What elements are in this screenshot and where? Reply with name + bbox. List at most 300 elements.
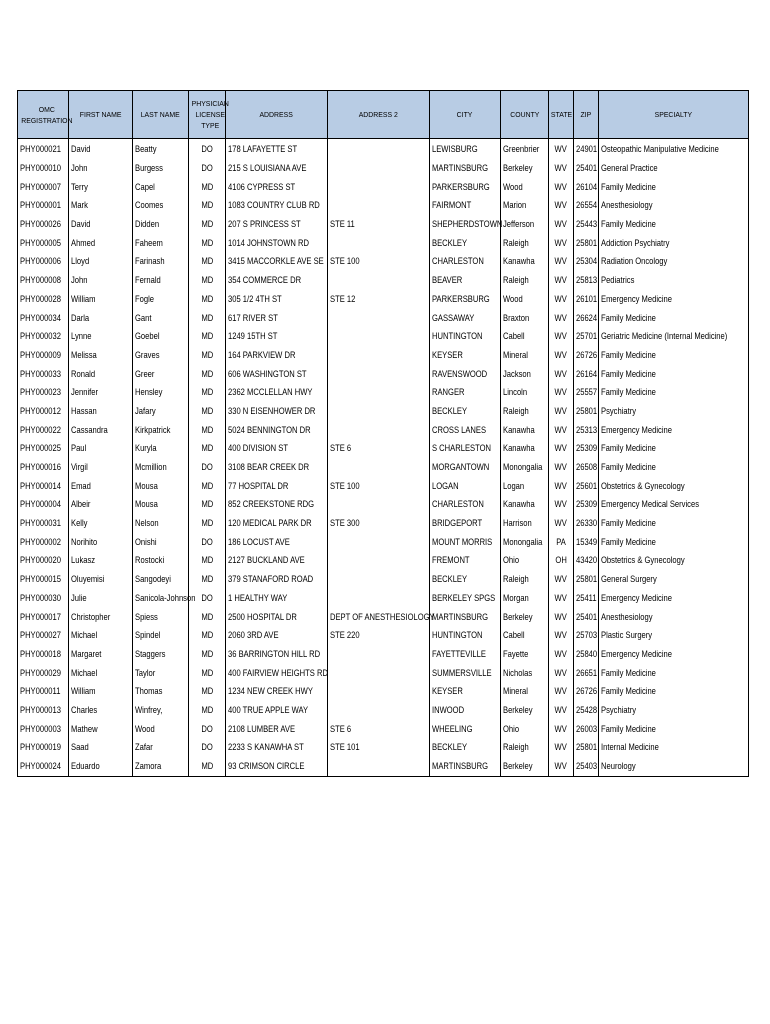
license-type-cell: DO: [189, 739, 226, 758]
city-cell: FREMONT: [430, 552, 501, 571]
license-type-cell: DO: [189, 720, 226, 739]
last-name-cell: Fogle: [133, 291, 189, 310]
license-type-cell: MD: [189, 477, 226, 496]
license-type-cell: MD: [189, 627, 226, 646]
last-name-cell: Didden: [133, 216, 189, 235]
specialty-cell: General Practice: [599, 160, 749, 179]
omc-registration-cell: PHY000013: [18, 702, 69, 721]
county-cell: Fayette: [501, 646, 549, 665]
county-cell: Mineral: [501, 347, 549, 366]
state-cell: WV: [549, 216, 574, 235]
county-cell: Jefferson: [501, 216, 549, 235]
last-name-cell: Mcmillion: [133, 459, 189, 478]
zip-cell: 25557: [574, 384, 599, 403]
city-cell: KEYSER: [430, 347, 501, 366]
omc-registration-cell: PHY000025: [18, 440, 69, 459]
first-name-cell: Kelly: [69, 515, 133, 534]
license-type-cell: MD: [189, 758, 226, 777]
last-name-cell: Burgess: [133, 160, 189, 179]
col-header-last-name: LAST NAME: [133, 91, 189, 139]
table-row: [18, 608, 749, 627]
omc-registration-cell: PHY000020: [18, 552, 69, 571]
specialty-cell: Neurology: [599, 758, 749, 777]
state-cell: OH: [549, 552, 574, 571]
address-2-cell: [328, 533, 430, 552]
county-cell: Ohio: [501, 552, 549, 571]
county-cell: Mineral: [501, 683, 549, 702]
zip-cell: 26003: [574, 720, 599, 739]
zip-cell: 25313: [574, 421, 599, 440]
omc-registration-cell: PHY000024: [18, 758, 69, 777]
county-cell: Berkeley: [501, 608, 549, 627]
address-2-cell: [328, 234, 430, 253]
first-name-cell: Julie: [69, 590, 133, 609]
first-name-cell: Melissa: [69, 347, 133, 366]
first-name-cell: Oluyemisi: [69, 571, 133, 590]
county-cell: Raleigh: [501, 234, 549, 253]
zip-cell: 25443: [574, 216, 599, 235]
city-cell: HUNTINGTON: [430, 328, 501, 347]
city-cell: CHARLESTON: [430, 496, 501, 515]
omc-registration-cell: PHY000002: [18, 533, 69, 552]
address-cell: 379 STANAFORD ROAD: [226, 571, 328, 590]
first-name-cell: Saad: [69, 739, 133, 758]
first-name-cell: Charles: [69, 702, 133, 721]
county-cell: Kanawha: [501, 421, 549, 440]
table-row: [18, 702, 749, 721]
last-name-cell: Hensley: [133, 384, 189, 403]
last-name-cell: Gant: [133, 309, 189, 328]
city-cell: PARKERSBURG: [430, 178, 501, 197]
address-2-cell: STE 6: [328, 720, 430, 739]
city-cell: CROSS LANES: [430, 421, 501, 440]
address-cell: 606 WASHINGTON ST: [226, 365, 328, 384]
first-name-cell: Lloyd: [69, 253, 133, 272]
address-2-cell: [328, 365, 430, 384]
omc-registration-cell: PHY000005: [18, 234, 69, 253]
omc-registration-cell: PHY000010: [18, 160, 69, 179]
specialty-cell: General Surgery: [599, 571, 749, 590]
first-name-cell: John: [69, 160, 133, 179]
zip-cell: 26508: [574, 459, 599, 478]
state-cell: WV: [549, 440, 574, 459]
physician-registry-sheet: [17, 90, 748, 777]
address-cell: 1014 JOHNSTOWN RD: [226, 234, 328, 253]
state-cell: WV: [549, 197, 574, 216]
last-name-cell: Greer: [133, 365, 189, 384]
zip-cell: 25403: [574, 758, 599, 777]
last-name-cell: Rostocki: [133, 552, 189, 571]
license-type-cell: DO: [189, 459, 226, 478]
city-cell: RAVENSWOOD: [430, 365, 501, 384]
address-cell: 400 TRUE APPLE WAY: [226, 702, 328, 721]
address-2-cell: [328, 178, 430, 197]
specialty-cell: Emergency Medicine: [599, 590, 749, 609]
state-cell: WV: [549, 515, 574, 534]
address-2-cell: STE 11: [328, 216, 430, 235]
table-row: [18, 291, 749, 310]
address-2-cell: DEPT OF ANESTHESIOLOGY: [328, 608, 430, 627]
first-name-cell: Norihito: [69, 533, 133, 552]
zip-cell: 26624: [574, 309, 599, 328]
address-cell: 2060 3RD AVE: [226, 627, 328, 646]
city-cell: WHEELING: [430, 720, 501, 739]
omc-registration-cell: PHY000006: [18, 253, 69, 272]
address-cell: 77 HOSPITAL DR: [226, 477, 328, 496]
state-cell: WV: [549, 253, 574, 272]
state-cell: WV: [549, 571, 574, 590]
county-cell: Logan: [501, 477, 549, 496]
col-header-city: CITY: [430, 91, 501, 139]
state-cell: WV: [549, 496, 574, 515]
state-cell: WV: [549, 309, 574, 328]
city-cell: CHARLESTON: [430, 253, 501, 272]
license-type-cell: MD: [189, 272, 226, 291]
specialty-cell: Emergency Medicine: [599, 421, 749, 440]
zip-cell: 25401: [574, 608, 599, 627]
city-cell: LOGAN: [430, 477, 501, 496]
zip-cell: 25701: [574, 328, 599, 347]
zip-cell: 25801: [574, 234, 599, 253]
city-cell: S CHARLESTON: [430, 440, 501, 459]
license-type-cell: MD: [189, 234, 226, 253]
specialty-cell: Emergency Medicine: [599, 291, 749, 310]
city-cell: GASSAWAY: [430, 309, 501, 328]
state-cell: WV: [549, 664, 574, 683]
address-2-cell: STE 101: [328, 739, 430, 758]
state-cell: WV: [549, 291, 574, 310]
county-cell: Lincoln: [501, 384, 549, 403]
table-row: [18, 590, 749, 609]
county-cell: Jackson: [501, 365, 549, 384]
address-2-cell: [328, 384, 430, 403]
table-row: [18, 627, 749, 646]
last-name-cell: Mousa: [133, 496, 189, 515]
city-cell: HUNTINGTON: [430, 627, 501, 646]
county-cell: Marion: [501, 197, 549, 216]
table-row: [18, 197, 749, 216]
address-2-cell: [328, 328, 430, 347]
city-cell: BRIDGEPORT: [430, 515, 501, 534]
state-cell: WV: [549, 234, 574, 253]
zip-cell: 25601: [574, 477, 599, 496]
license-type-cell: MD: [189, 515, 226, 534]
omc-registration-cell: PHY000032: [18, 328, 69, 347]
table-row: [18, 552, 749, 571]
county-cell: Raleigh: [501, 403, 549, 422]
state-cell: WV: [549, 459, 574, 478]
address-cell: 4106 CYPRESS ST: [226, 178, 328, 197]
table-row: [18, 328, 749, 347]
county-cell: Morgan: [501, 590, 549, 609]
address-2-cell: STE 12: [328, 291, 430, 310]
first-name-cell: Cassandra: [69, 421, 133, 440]
table-row: [18, 533, 749, 552]
omc-registration-cell: PHY000011: [18, 683, 69, 702]
specialty-cell: Family Medicine: [599, 720, 749, 739]
address-2-cell: [328, 702, 430, 721]
first-name-cell: David: [69, 139, 133, 160]
county-cell: Kanawha: [501, 440, 549, 459]
county-cell: Raleigh: [501, 571, 549, 590]
zip-cell: 25401: [574, 160, 599, 179]
city-cell: BECKLEY: [430, 739, 501, 758]
license-type-cell: MD: [189, 571, 226, 590]
table-row: [18, 139, 749, 160]
state-cell: WV: [549, 608, 574, 627]
address-cell: 2127 BUCKLAND AVE: [226, 552, 328, 571]
last-name-cell: Taylor: [133, 664, 189, 683]
omc-registration-cell: PHY000019: [18, 739, 69, 758]
omc-registration-cell: PHY000012: [18, 403, 69, 422]
address-cell: 2362 MCCLELLAN HWY: [226, 384, 328, 403]
license-type-cell: MD: [189, 421, 226, 440]
zip-cell: 26651: [574, 664, 599, 683]
first-name-cell: William: [69, 291, 133, 310]
city-cell: MARTINSBURG: [430, 758, 501, 777]
address-cell: 852 CREEKSTONE RDG: [226, 496, 328, 515]
address-cell: 120 MEDICAL PARK DR: [226, 515, 328, 534]
col-header-zip: ZIP: [574, 91, 599, 139]
omc-registration-cell: PHY000027: [18, 627, 69, 646]
specialty-cell: Family Medicine: [599, 384, 749, 403]
address-2-cell: [328, 683, 430, 702]
zip-cell: 26330: [574, 515, 599, 534]
last-name-cell: Goebel: [133, 328, 189, 347]
zip-cell: 25309: [574, 496, 599, 515]
first-name-cell: Eduardo: [69, 758, 133, 777]
county-cell: Wood: [501, 178, 549, 197]
col-header-address: ADDRESS: [226, 91, 328, 139]
city-cell: FAIRMONT: [430, 197, 501, 216]
omc-registration-cell: PHY000034: [18, 309, 69, 328]
license-type-cell: DO: [189, 139, 226, 160]
table-row: [18, 234, 749, 253]
zip-cell: 25813: [574, 272, 599, 291]
state-cell: WV: [549, 739, 574, 758]
address-2-cell: [328, 664, 430, 683]
state-cell: WV: [549, 590, 574, 609]
table-row: [18, 347, 749, 366]
license-type-cell: MD: [189, 291, 226, 310]
first-name-cell: Lynne: [69, 328, 133, 347]
county-cell: Harrison: [501, 515, 549, 534]
table-row: [18, 477, 749, 496]
first-name-cell: Paul: [69, 440, 133, 459]
license-type-cell: MD: [189, 403, 226, 422]
last-name-cell: Spindel: [133, 627, 189, 646]
col-header-first-name: FIRST NAME: [69, 91, 133, 139]
city-cell: KEYSER: [430, 683, 501, 702]
county-cell: Wood: [501, 291, 549, 310]
first-name-cell: Ronald: [69, 365, 133, 384]
zip-cell: 25304: [574, 253, 599, 272]
last-name-cell: Zamora: [133, 758, 189, 777]
county-cell: Kanawha: [501, 496, 549, 515]
city-cell: MARTINSBURG: [430, 608, 501, 627]
first-name-cell: Virgil: [69, 459, 133, 478]
zip-cell: 25309: [574, 440, 599, 459]
license-type-cell: MD: [189, 328, 226, 347]
table-row: [18, 421, 749, 440]
table-row: [18, 178, 749, 197]
first-name-cell: Jennifer: [69, 384, 133, 403]
col-header-omc-registration: OMC REGISTRATION: [18, 91, 69, 139]
first-name-cell: Lukasz: [69, 552, 133, 571]
omc-registration-cell: PHY000023: [18, 384, 69, 403]
license-type-cell: MD: [189, 309, 226, 328]
specialty-cell: Family Medicine: [599, 664, 749, 683]
specialty-cell: Family Medicine: [599, 440, 749, 459]
state-cell: WV: [549, 683, 574, 702]
last-name-cell: Farinash: [133, 253, 189, 272]
license-type-cell: MD: [189, 365, 226, 384]
state-cell: WV: [549, 403, 574, 422]
specialty-cell: Emergency Medical Services: [599, 496, 749, 515]
address-cell: 215 S LOUISIANA AVE: [226, 160, 328, 179]
first-name-cell: Terry: [69, 178, 133, 197]
address-2-cell: [328, 309, 430, 328]
zip-cell: 26101: [574, 291, 599, 310]
first-name-cell: Ahmed: [69, 234, 133, 253]
last-name-cell: Jafary: [133, 403, 189, 422]
last-name-cell: Graves: [133, 347, 189, 366]
specialty-cell: Emergency Medicine: [599, 646, 749, 665]
omc-registration-cell: PHY000022: [18, 421, 69, 440]
license-type-cell: MD: [189, 646, 226, 665]
license-type-cell: MD: [189, 496, 226, 515]
last-name-cell: Sangodeyi: [133, 571, 189, 590]
zip-cell: 25840: [574, 646, 599, 665]
city-cell: RANGER: [430, 384, 501, 403]
specialty-cell: Anesthesiology: [599, 197, 749, 216]
specialty-cell: Obstetrics & Gynecology: [599, 552, 749, 571]
specialty-cell: Family Medicine: [599, 683, 749, 702]
specialty-cell: Radiation Oncology: [599, 253, 749, 272]
state-cell: WV: [549, 477, 574, 496]
license-type-cell: MD: [189, 683, 226, 702]
first-name-cell: Michael: [69, 627, 133, 646]
omc-registration-cell: PHY000003: [18, 720, 69, 739]
table-row: [18, 403, 749, 422]
specialty-cell: Family Medicine: [599, 347, 749, 366]
address-cell: 354 COMMERCE DR: [226, 272, 328, 291]
county-cell: Raleigh: [501, 739, 549, 758]
specialty-cell: Osteopathic Manipulative Medicine: [599, 139, 749, 160]
specialty-cell: Family Medicine: [599, 533, 749, 552]
omc-registration-cell: PHY000021: [18, 139, 69, 160]
address-cell: 178 LAFAYETTE ST: [226, 139, 328, 160]
table-row: [18, 440, 749, 459]
omc-registration-cell: PHY000016: [18, 459, 69, 478]
address-2-cell: [328, 272, 430, 291]
address-2-cell: STE 100: [328, 477, 430, 496]
last-name-cell: Sanicola-Johnson: [133, 590, 189, 609]
county-cell: Berkeley: [501, 160, 549, 179]
county-cell: Ohio: [501, 720, 549, 739]
address-cell: 400 DIVISION ST: [226, 440, 328, 459]
license-type-cell: MD: [189, 664, 226, 683]
omc-registration-cell: PHY000009: [18, 347, 69, 366]
last-name-cell: Wood: [133, 720, 189, 739]
first-name-cell: Albeir: [69, 496, 133, 515]
address-2-cell: [328, 347, 430, 366]
table-body: [18, 139, 749, 777]
state-cell: WV: [549, 347, 574, 366]
city-cell: BEAVER: [430, 272, 501, 291]
zip-cell: 24901: [574, 139, 599, 160]
address-cell: 3415 MACCORKLE AVE SE: [226, 253, 328, 272]
table-row: [18, 515, 749, 534]
city-cell: FAYETTEVILLE: [430, 646, 501, 665]
address-cell: 1234 NEW CREEK HWY: [226, 683, 328, 702]
state-cell: WV: [549, 627, 574, 646]
state-cell: WV: [549, 646, 574, 665]
city-cell: MORGANTOWN: [430, 459, 501, 478]
zip-cell: 26726: [574, 347, 599, 366]
first-name-cell: Christopher: [69, 608, 133, 627]
specialty-cell: Geriatric Medicine (Internal Medicine): [599, 328, 749, 347]
state-cell: WV: [549, 421, 574, 440]
city-cell: BECKLEY: [430, 234, 501, 253]
address-cell: 617 RIVER ST: [226, 309, 328, 328]
county-cell: Cabell: [501, 328, 549, 347]
table-row: [18, 664, 749, 683]
specialty-cell: Family Medicine: [599, 178, 749, 197]
last-name-cell: Zafar: [133, 739, 189, 758]
state-cell: WV: [549, 384, 574, 403]
address-cell: 164 PARKVIEW DR: [226, 347, 328, 366]
table-row: [18, 496, 749, 515]
zip-cell: 15349: [574, 533, 599, 552]
address-cell: 1 HEALTHY WAY: [226, 590, 328, 609]
specialty-cell: Plastic Surgery: [599, 627, 749, 646]
omc-registration-cell: PHY000030: [18, 590, 69, 609]
address-cell: 2500 HOSPITAL DR: [226, 608, 328, 627]
license-type-cell: MD: [189, 608, 226, 627]
license-type-cell: MD: [189, 384, 226, 403]
omc-registration-cell: PHY000031: [18, 515, 69, 534]
first-name-cell: Mark: [69, 197, 133, 216]
first-name-cell: Michael: [69, 664, 133, 683]
address-2-cell: [328, 403, 430, 422]
omc-registration-cell: PHY000004: [18, 496, 69, 515]
address-2-cell: [328, 552, 430, 571]
address-cell: 305 1/2 4TH ST: [226, 291, 328, 310]
table-row: [18, 272, 749, 291]
county-cell: Raleigh: [501, 272, 549, 291]
license-type-cell: MD: [189, 253, 226, 272]
address-cell: 2233 S KANAWHA ST: [226, 739, 328, 758]
col-header-county: COUNTY: [501, 91, 549, 139]
address-2-cell: [328, 590, 430, 609]
last-name-cell: Coomes: [133, 197, 189, 216]
license-type-cell: MD: [189, 702, 226, 721]
first-name-cell: Darla: [69, 309, 133, 328]
address-2-cell: STE 300: [328, 515, 430, 534]
state-cell: WV: [549, 702, 574, 721]
address-cell: 1083 COUNTRY CLUB RD: [226, 197, 328, 216]
state-cell: WV: [549, 365, 574, 384]
address-cell: 36 BARRINGTON HILL RD: [226, 646, 328, 665]
omc-registration-cell: PHY000008: [18, 272, 69, 291]
specialty-cell: Psychiatry: [599, 702, 749, 721]
last-name-cell: Mousa: [133, 477, 189, 496]
last-name-cell: Onishi: [133, 533, 189, 552]
last-name-cell: Fernald: [133, 272, 189, 291]
city-cell: SHEPHERDSTOWN: [430, 216, 501, 235]
address-2-cell: [328, 571, 430, 590]
